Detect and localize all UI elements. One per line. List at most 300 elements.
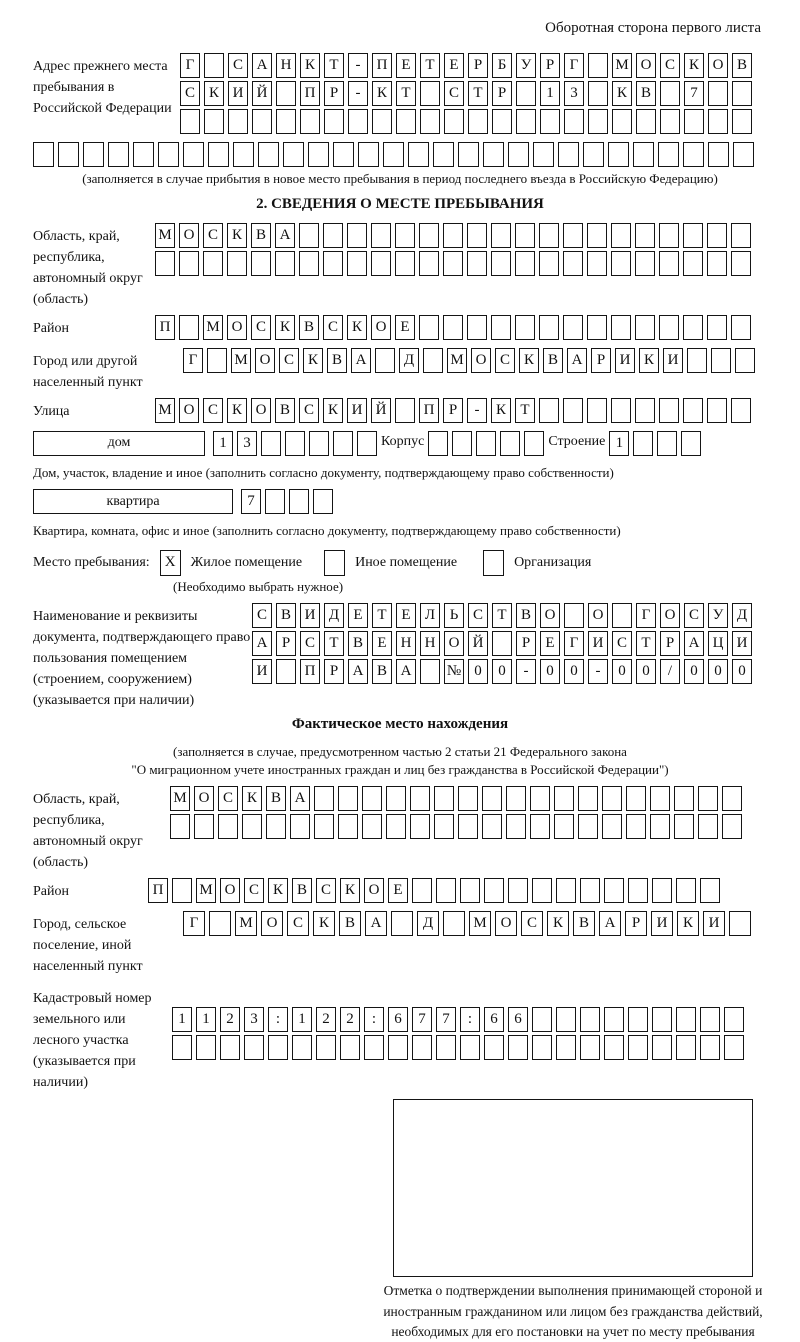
char-cell xyxy=(420,109,440,134)
char-cell: А xyxy=(599,911,621,936)
char-cell: Т xyxy=(324,631,344,656)
char-cell: Р xyxy=(324,659,344,684)
char-cell xyxy=(290,814,310,839)
char-cell xyxy=(602,786,622,811)
char-cell xyxy=(283,142,304,167)
char-cell xyxy=(261,431,281,456)
char-cell: И xyxy=(732,631,752,656)
char-cell xyxy=(732,109,752,134)
char-cell: С xyxy=(299,398,319,423)
char-cell xyxy=(313,489,333,514)
korpus-grid xyxy=(428,431,544,456)
char-cell: О xyxy=(371,315,391,340)
char-cell: Г xyxy=(636,603,656,628)
district2-row xyxy=(33,878,767,906)
char-cell: М xyxy=(170,786,190,811)
char-cell xyxy=(242,814,262,839)
char-cell xyxy=(515,251,535,276)
char-cell: М xyxy=(203,315,223,340)
district-grid xyxy=(155,315,751,340)
char-cell xyxy=(233,142,254,167)
char-cell xyxy=(491,251,511,276)
char-cell: А xyxy=(348,659,368,684)
char-cell: Д xyxy=(732,603,752,628)
char-cell: И xyxy=(347,398,367,423)
char-cell xyxy=(604,1007,624,1032)
char-cell: В xyxy=(327,348,347,373)
char-cell: - xyxy=(516,659,536,684)
char-cell: В xyxy=(292,878,312,903)
char-cell: 2 xyxy=(220,1007,240,1032)
street-row xyxy=(33,398,767,426)
prev-address-grid-1 xyxy=(180,53,752,78)
char-cell: Н xyxy=(396,631,416,656)
char-cell: С xyxy=(218,786,238,811)
district-row xyxy=(33,315,767,343)
char-cell: К xyxy=(547,911,569,936)
char-cell: В xyxy=(636,81,656,106)
char-cell xyxy=(467,223,487,248)
char-cell: К xyxy=(323,398,343,423)
region2-label: Область, край, республика, автономный округ (область) xyxy=(33,792,143,871)
char-cell xyxy=(708,81,728,106)
char-cell: Е xyxy=(395,315,415,340)
char-cell: Р xyxy=(625,911,647,936)
char-cell xyxy=(172,878,192,903)
char-cell: Р xyxy=(516,631,536,656)
char-cell xyxy=(578,814,598,839)
char-cell: К xyxy=(372,81,392,106)
char-cell: 7 xyxy=(412,1007,432,1032)
actual-location-note-1: (заполняется в случае, предусмотренном частью 2 статьи 21 Федерального закона xyxy=(173,744,627,760)
char-cell: Г xyxy=(183,348,203,373)
char-cell: Р xyxy=(276,631,296,656)
char-cell: К xyxy=(227,398,247,423)
char-cell: Р xyxy=(468,53,488,78)
char-cell xyxy=(652,878,672,903)
region-grids xyxy=(155,223,751,279)
char-cell xyxy=(587,315,607,340)
char-cell: Е xyxy=(540,631,560,656)
char-cell: С xyxy=(316,878,336,903)
char-cell xyxy=(203,251,223,276)
char-cell xyxy=(626,814,646,839)
house-row xyxy=(33,431,767,459)
char-cell: С xyxy=(203,398,223,423)
char-cell: К xyxy=(313,911,335,936)
char-cell: К xyxy=(268,878,288,903)
char-cell: И xyxy=(300,603,320,628)
char-cell xyxy=(323,223,343,248)
char-cell: 1 xyxy=(196,1007,216,1032)
char-cell: Е xyxy=(396,603,416,628)
char-cell: С xyxy=(203,223,223,248)
char-cell xyxy=(676,878,696,903)
document-row xyxy=(33,603,767,711)
char-cell xyxy=(362,814,382,839)
char-cell xyxy=(458,142,479,167)
char-cell: - xyxy=(348,53,368,78)
char-cell: - xyxy=(467,398,487,423)
char-cell: А xyxy=(365,911,387,936)
char-cell: Т xyxy=(636,631,656,656)
char-cell: А xyxy=(275,223,295,248)
char-cell xyxy=(611,251,631,276)
char-cell xyxy=(684,109,704,134)
page-header: Оборотная сторона первого листа xyxy=(545,20,761,36)
char-cell: С xyxy=(521,911,543,936)
char-cell: С xyxy=(228,53,248,78)
char-cell: К xyxy=(275,315,295,340)
char-cell: В xyxy=(573,911,595,936)
char-cell xyxy=(467,251,487,276)
char-cell xyxy=(419,223,439,248)
char-cell: О xyxy=(194,786,214,811)
char-cell: Е xyxy=(444,53,464,78)
char-cell xyxy=(204,109,224,134)
char-cell xyxy=(554,786,574,811)
char-cell xyxy=(633,142,654,167)
char-cell xyxy=(539,223,559,248)
char-cell: О xyxy=(636,53,656,78)
char-cell: А xyxy=(396,659,416,684)
char-cell xyxy=(533,142,554,167)
char-cell xyxy=(508,878,528,903)
region2-grid-1 xyxy=(170,786,742,811)
char-cell xyxy=(676,1007,696,1032)
char-cell xyxy=(500,431,520,456)
char-cell: Ц xyxy=(708,631,728,656)
prev-address-grid-4 xyxy=(33,142,767,167)
char-cell xyxy=(708,142,729,167)
option-residential-label: Жилое помещение xyxy=(190,554,303,570)
char-cell: М xyxy=(155,398,175,423)
char-cell xyxy=(483,142,504,167)
char-cell xyxy=(588,109,608,134)
char-cell xyxy=(660,109,680,134)
city2-row xyxy=(33,911,767,977)
char-cell xyxy=(563,251,583,276)
char-cell xyxy=(357,431,377,456)
char-cell: С xyxy=(444,81,464,106)
char-cell: П xyxy=(300,659,320,684)
char-cell xyxy=(635,315,655,340)
char-cell xyxy=(516,81,536,106)
char-cell xyxy=(228,109,248,134)
char-cell: : xyxy=(460,1007,480,1032)
district2-grid xyxy=(148,878,720,903)
city2-grid xyxy=(183,911,751,936)
char-cell xyxy=(506,814,526,839)
char-cell: Р xyxy=(324,81,344,106)
char-cell: С xyxy=(244,878,264,903)
char-cell: О xyxy=(179,223,199,248)
char-cell xyxy=(539,315,559,340)
char-cell: О xyxy=(227,315,247,340)
document-label: Наименование и реквизиты документа, подтверждающего право пользования помещением (строением, сооружением) (указывается при наличии) xyxy=(33,609,251,709)
char-cell xyxy=(383,142,404,167)
char-cell xyxy=(580,878,600,903)
char-cell xyxy=(580,1035,600,1060)
char-cell xyxy=(396,109,416,134)
char-cell: О xyxy=(495,911,517,936)
char-cell xyxy=(207,348,227,373)
apartment-box-label: квартира xyxy=(33,489,233,514)
char-cell: Н xyxy=(276,53,296,78)
char-cell xyxy=(532,1007,552,1032)
char-cell: Й xyxy=(371,398,391,423)
char-cell: 0 xyxy=(468,659,488,684)
char-cell xyxy=(683,142,704,167)
char-cell xyxy=(443,223,463,248)
char-cell: С xyxy=(300,631,320,656)
char-cell xyxy=(420,659,440,684)
char-cell xyxy=(611,223,631,248)
char-cell xyxy=(347,251,367,276)
char-cell xyxy=(729,911,751,936)
char-cell xyxy=(348,109,368,134)
char-cell: К xyxy=(684,53,704,78)
char-cell: - xyxy=(348,81,368,106)
house-note: Дом, участок, владение и иное (заполнить согласно документу, подтверждающему право собственности) xyxy=(33,464,614,480)
char-cell xyxy=(508,1035,528,1060)
char-cell xyxy=(375,348,395,373)
char-cell xyxy=(711,348,731,373)
char-cell xyxy=(316,1035,336,1060)
char-cell: Г xyxy=(564,53,584,78)
char-cell xyxy=(314,814,334,839)
prev-address-label: Адрес прежнего места пребывания в Российской Федерации xyxy=(33,59,172,116)
char-cell: Г xyxy=(180,53,200,78)
char-cell xyxy=(108,142,129,167)
char-cell: К xyxy=(303,348,323,373)
char-cell xyxy=(433,142,454,167)
char-cell: : xyxy=(364,1007,384,1032)
char-cell: Р xyxy=(591,348,611,373)
char-cell xyxy=(681,431,701,456)
char-cell xyxy=(371,251,391,276)
stroenie-grid xyxy=(609,431,701,456)
option-organization-label: Организация xyxy=(514,554,592,570)
city-row xyxy=(33,348,767,393)
city-grid xyxy=(183,348,755,373)
char-cell: П xyxy=(148,878,168,903)
char-cell xyxy=(183,142,204,167)
char-cell xyxy=(158,142,179,167)
document-grid-2 xyxy=(252,631,752,656)
char-cell: У xyxy=(516,53,536,78)
char-cell xyxy=(659,251,679,276)
char-cell xyxy=(338,814,358,839)
region-grid-1 xyxy=(155,223,751,248)
char-cell: Т xyxy=(420,53,440,78)
char-cell xyxy=(628,1007,648,1032)
char-cell: У xyxy=(708,603,728,628)
char-cell xyxy=(133,142,154,167)
char-cell: В xyxy=(266,786,286,811)
char-cell: П xyxy=(419,398,439,423)
char-cell xyxy=(289,489,309,514)
region-grid-2 xyxy=(155,251,751,276)
char-cell xyxy=(482,786,502,811)
char-cell: Д xyxy=(324,603,344,628)
char-cell xyxy=(516,109,536,134)
char-cell xyxy=(340,1035,360,1060)
char-cell xyxy=(410,786,430,811)
stay-place-row xyxy=(33,550,767,576)
apartment-number-grid xyxy=(241,489,333,514)
char-cell: 0 xyxy=(636,659,656,684)
char-cell: С xyxy=(323,315,343,340)
char-cell xyxy=(314,786,334,811)
char-cell xyxy=(563,398,583,423)
char-cell xyxy=(436,1035,456,1060)
char-cell: П xyxy=(372,53,392,78)
char-cell xyxy=(386,814,406,839)
char-cell xyxy=(659,315,679,340)
char-cell: О xyxy=(255,348,275,373)
char-cell: О xyxy=(364,878,384,903)
checkbox-residential: X xyxy=(160,550,181,576)
char-cell: К xyxy=(612,81,632,106)
char-cell: А xyxy=(684,631,704,656)
char-cell xyxy=(33,142,54,167)
char-cell xyxy=(285,431,305,456)
char-cell xyxy=(460,1035,480,1060)
char-cell: К xyxy=(204,81,224,106)
char-cell: 7 xyxy=(684,81,704,106)
char-cell: И xyxy=(588,631,608,656)
char-cell: С xyxy=(660,53,680,78)
street-grid xyxy=(155,398,751,423)
char-cell xyxy=(556,1007,576,1032)
char-cell: О xyxy=(540,603,560,628)
checkbox-organization xyxy=(483,550,504,576)
char-cell: М xyxy=(612,53,632,78)
char-cell xyxy=(708,109,728,134)
char-cell xyxy=(333,142,354,167)
char-cell: Г xyxy=(183,911,205,936)
char-cell xyxy=(700,878,720,903)
char-cell xyxy=(266,814,286,839)
char-cell xyxy=(179,315,199,340)
prev-address-grids xyxy=(180,53,752,137)
char-cell: Р xyxy=(443,398,463,423)
char-cell xyxy=(420,81,440,106)
char-cell xyxy=(484,878,504,903)
char-cell xyxy=(395,251,415,276)
char-cell xyxy=(608,142,629,167)
char-cell xyxy=(650,814,670,839)
char-cell: Ь xyxy=(444,603,464,628)
char-cell xyxy=(252,109,272,134)
char-cell xyxy=(443,315,463,340)
char-cell xyxy=(492,631,512,656)
char-cell: М xyxy=(235,911,257,936)
char-cell xyxy=(83,142,104,167)
char-cell xyxy=(338,786,358,811)
char-cell xyxy=(299,223,319,248)
char-cell: 6 xyxy=(508,1007,528,1032)
char-cell xyxy=(612,109,632,134)
char-cell xyxy=(604,878,624,903)
char-cell xyxy=(395,398,415,423)
char-cell: П xyxy=(155,315,175,340)
char-cell xyxy=(635,251,655,276)
char-cell xyxy=(732,81,752,106)
char-cell: 0 xyxy=(684,659,704,684)
region2-row xyxy=(33,786,767,873)
char-cell: 3 xyxy=(237,431,257,456)
char-cell xyxy=(300,109,320,134)
char-cell: Р xyxy=(660,631,680,656)
char-cell: А xyxy=(252,631,272,656)
checkbox-other-premises xyxy=(324,550,345,576)
char-cell xyxy=(434,786,454,811)
prev-address-row xyxy=(33,53,767,137)
char-cell: М xyxy=(447,348,467,373)
char-cell: А xyxy=(290,786,310,811)
char-cell xyxy=(220,1035,240,1060)
char-cell: Е xyxy=(372,631,392,656)
char-cell xyxy=(364,1035,384,1060)
prev-address-grid-3 xyxy=(180,109,752,134)
char-cell: И xyxy=(252,659,272,684)
char-cell: Е xyxy=(348,603,368,628)
char-cell xyxy=(700,1007,720,1032)
char-cell xyxy=(530,814,550,839)
char-cell: 7 xyxy=(436,1007,456,1032)
char-cell xyxy=(179,251,199,276)
char-cell xyxy=(362,786,382,811)
apartment-note: Квартира, комната, офис и иное (заполнить согласно документу, подтверждающему право собственности) xyxy=(33,523,621,539)
char-cell xyxy=(554,814,574,839)
char-cell: С xyxy=(468,603,488,628)
char-cell xyxy=(707,315,727,340)
char-cell: О xyxy=(220,878,240,903)
char-cell: В xyxy=(251,223,271,248)
char-cell xyxy=(683,398,703,423)
char-cell xyxy=(371,223,391,248)
char-cell: Й xyxy=(252,81,272,106)
char-cell xyxy=(612,603,632,628)
char-cell: 1 xyxy=(609,431,629,456)
char-cell: 1 xyxy=(172,1007,192,1032)
char-cell: В xyxy=(348,631,368,656)
char-cell: Й xyxy=(468,631,488,656)
char-cell xyxy=(563,315,583,340)
char-cell xyxy=(735,348,755,373)
char-cell xyxy=(604,1035,624,1060)
char-cell xyxy=(515,315,535,340)
char-cell: В xyxy=(299,315,319,340)
char-cell xyxy=(506,786,526,811)
char-cell xyxy=(194,814,214,839)
actual-location-note-2: "О миграционном учете иностранных граждан и лиц без гражданства в Российской Федерации") xyxy=(131,761,669,777)
char-cell xyxy=(251,251,271,276)
char-cell xyxy=(580,1007,600,1032)
char-cell xyxy=(731,398,751,423)
char-cell: С xyxy=(287,911,309,936)
char-cell xyxy=(687,348,707,373)
char-cell xyxy=(412,1035,432,1060)
char-cell xyxy=(636,109,656,134)
char-cell: 0 xyxy=(732,659,752,684)
char-cell xyxy=(458,814,478,839)
char-cell xyxy=(460,878,480,903)
char-cell xyxy=(683,251,703,276)
char-cell: 0 xyxy=(708,659,728,684)
